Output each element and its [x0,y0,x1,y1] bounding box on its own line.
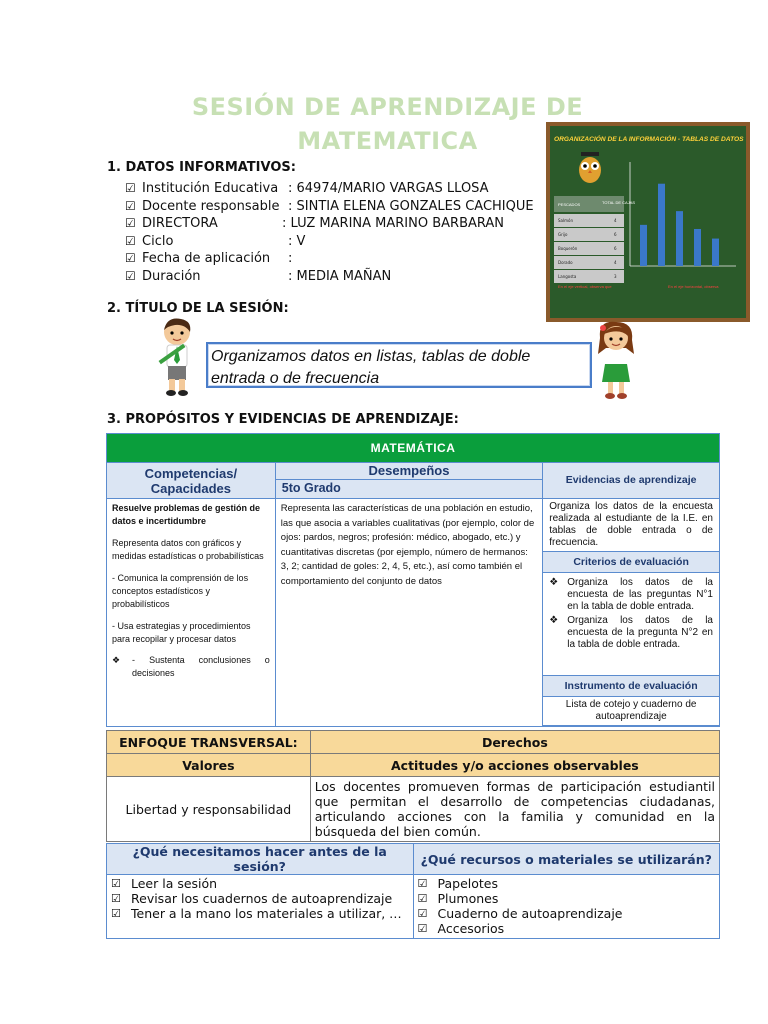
recursos-cell [413,875,720,939]
checkbox-icon: ☑ [125,268,136,283]
info-row [125,233,534,251]
board-bar-chart [630,162,736,266]
valores-header: Valores [107,754,311,777]
board-row-label: Grijo [558,232,568,237]
board-row-label: Boquerón [558,246,578,251]
board-bar [676,211,683,266]
list-item: ☑ Tener a la mano los materiales a utilizar, … [111,906,402,921]
competencia-title: Resuelve problemas de gestión de datos e incertidumbre [112,503,261,526]
list-item: ☑ Leer la sesión [111,876,218,891]
checkbox-icon: ☑ [125,251,136,265]
info-label: DIRECTORA [142,216,218,231]
owl-icon [579,152,601,183]
info-label: Duración [142,268,201,284]
info-row [125,250,534,268]
info-value: : [288,251,293,266]
board-row-value: 6 [614,232,617,237]
datos-informativos-list [125,180,534,285]
checkbox-icon: ☑ [125,233,136,248]
list-item: ☑ Plumones [417,891,499,906]
board-note-left: En el eje vertical, observa que [558,284,612,289]
competencias-header-label: Competencias/ Capacidades [144,466,238,496]
antes-header: ¿Qué necesitamos hacer antes de la sesión? [107,844,414,875]
criterio-item: ❖ Organiza los datos de la encuesta de las preguntas N°1 en la tabla de doble entrada. [549,577,713,612]
list-item: ☑ Cuaderno de autoaprendizaje [417,906,623,921]
propositos-table [106,433,720,727]
girl-illustration [594,320,640,406]
diamond-bullet-icon: ❖ [112,655,121,665]
list-item: ☑ Papelotes [417,876,498,891]
desempenos-header: Desempeños [275,463,542,480]
capacidad-item: - Comunica la comprensión de los conceptos estadísticos y probabilísticos [112,573,249,609]
info-row [125,198,534,216]
board-row-label: Langosta [558,274,577,279]
board-note-right: En el eje horizontal, observa [668,284,719,289]
section-1-heading: 1. DATOS INFORMATIVOS: [107,160,296,175]
antes-cell [107,875,414,939]
board-title: ORGANIZACIÓN DE LA INFORMACIÓN - TABLAS DE DATOS [554,136,744,143]
board-bar [640,225,647,266]
checkbox-icon: ☑ [125,198,136,213]
checkbox-icon: ☑ [417,907,428,920]
capacidad-item: - Usa estrategias y procedimientos para recopilar y procesar datos [112,621,251,644]
board-row-value: 3 [614,274,617,279]
checkbox-icon: ☑ [111,892,121,905]
grado-label: 5to Grado [275,480,542,499]
board-row-value: 4 [614,260,617,265]
checkbox-icon: ☑ [111,907,121,920]
instrumento-header: Instrumento de evaluación [543,676,720,697]
preparacion-table [106,843,720,939]
diamond-bullet-icon: ❖ [549,615,559,626]
checkbox-icon: ☑ [125,181,136,195]
area-header: MATEMÁTICA [107,434,720,463]
capacidad-item: ❖ - Sustenta conclusiones o decisiones [112,655,270,678]
competencias-cell [107,499,276,727]
board-row-label: Salmón [558,218,573,223]
list-item: ☑ Accesorios [417,921,505,936]
session-title-box: Organizamos datos en listas, tablas de doble entrada o de frecuencia [206,342,592,388]
info-row [125,180,534,198]
criterio-item: ❖ Organiza los datos de la encuesta de la pregunta N°2 en la tabla de doble entrada. [549,615,713,650]
diamond-bullet-icon: ❖ [549,577,559,588]
criterios-header: Criterios de evaluación [543,552,720,573]
list-item: ☑ Revisar los cuadernos de autoaprendizaje [111,891,393,906]
enfoque-value: Derechos [310,731,719,754]
checkbox-icon: ☑ [417,877,428,890]
info-label: Institución Educativa [142,181,279,196]
info-row [125,268,534,286]
checkbox-icon: ☑ [417,922,428,935]
board-col2: TOTAL DE CAJAS [602,200,636,205]
checkbox-icon: ☑ [125,216,136,230]
chalkboard-svg [550,126,746,318]
checkbox-icon: ☑ [111,877,121,890]
info-value: : LUZ MARINA MARINO BARBARAN [282,216,505,231]
actitud-cell: Los docentes promueven formas de participación estudiantil que permitan el desarrollo de competencias ciudadanas, articulando acciones con la familia y comunidad en la búsqueda del bien común. [310,777,719,842]
board-bar [694,229,701,266]
evidencias-header: Evidencias de aprendizaje [543,463,720,499]
competencias-header [107,463,276,499]
info-value: : MEDIA MAÑAN [288,268,392,284]
capacidad-item: Representa datos con gráficos y medidas estadísticas o probabilísticas [112,538,264,561]
info-value: : SINTIA ELENA GONZALES CACHIQUE [288,198,534,214]
info-value: : V [288,233,306,249]
instrumento-cell: Lista de cotejo y cuaderno de autoaprendizaje [543,697,720,726]
enfoque-table [106,730,720,842]
actitudes-header: Actitudes y/o acciones observables [310,754,719,777]
board-bar [658,184,665,266]
info-label: Fecha de aplicación [142,251,271,266]
criterios-cell [543,573,720,676]
valor-cell: Libertad y responsabilidad [107,777,311,842]
page-title: SESIÓN DE APRENDIZAJE DE MATEMATICA [191,93,584,155]
evidencia-cell: Organiza los datos de la encuesta realizada al estudiante de la I.E. en tablas de doble entrada o de frecuencia. [543,499,720,552]
board-bar [712,239,719,266]
enfoque-label: ENFOQUE TRANSVERSAL: [107,731,311,754]
recursos-header: ¿Qué recursos o materiales se utilizarán? [413,844,720,875]
info-label: Ciclo [142,233,174,249]
section-3-heading: 3. PROPÓSITOS Y EVIDENCIAS DE APRENDIZAJE: [107,412,459,427]
info-value: : 64974/MARIO VARGAS LLOSA [288,181,489,196]
board-row-label: Dorado [558,260,573,265]
board-table [554,196,635,283]
chalkboard-image [546,122,750,322]
board-col1: PESCADOS [558,202,581,207]
boy-illustration [155,316,205,402]
board-row-value: 4 [614,218,617,223]
checkbox-icon: ☑ [417,892,428,905]
section-2-heading: 2. TÍTULO DE LA SESIÓN: [107,301,289,316]
desempeno-cell: Representa las características de una población en estudio, las que asocia a variables cualitativas (por ejemplo, color de ojos: pardos, negros; profesión: médico, abogado, etc.) y cuantitativas discretas (por ejemplo, número de hermanos: 3, 2; cantidad de goles: 2, 4, 5, etc.), así como también el comportamiento del conjunto de datos [275,499,542,727]
board-row-value: 6 [614,246,617,251]
info-row [125,215,534,233]
info-label: Docente responsable [142,198,280,214]
